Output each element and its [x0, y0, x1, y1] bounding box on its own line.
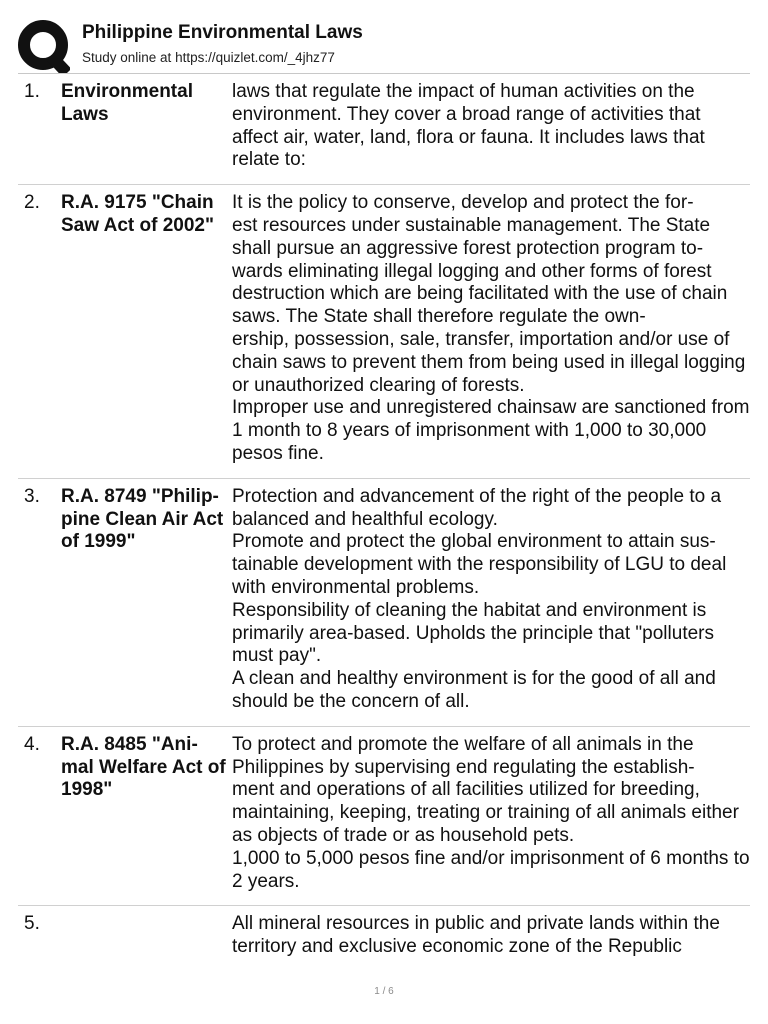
card-definition: All mineral resources in public and private lands within the territory and exclusive economic zone of the Republic — [232, 913, 720, 958]
card-definition: To protect and promote the welfare of all animals in the Philippines by supervising end regulating the establish- ment and operations of all facilities utilized for breeding, maintaining, keeping, treating or training of all animals either as objects of trade or as household pets. 1,000 to 5,000 pesos fine and/or imprisonment of 6 months to 2 years. — [232, 733, 750, 892]
header — [0, 0, 768, 74]
card-term: R.A. 9175 "Chain Saw Act of 2002" — [61, 192, 214, 236]
card-number: 1. — [24, 81, 40, 102]
card-definition: Protection and advancement of the right of the people to a balanced and healthful ecology. Promote and protect the global environment to attain sus- tainable development with the responsibility of LGU to deal with environmental problems. Responsibility of cleaning the habitat and environment is primarily area-based. Upholds the principle that "polluters must pay". A clean and healthy environment is for the good of all and should be the concern of all. — [232, 485, 727, 712]
document-title: Philippine Environmental Laws — [82, 22, 363, 43]
page-indicator: 1 / 6 — [374, 986, 394, 997]
flashcard-row — [18, 727, 750, 907]
card-term: R.A. 8749 "Philip- pine Clean Air Act of 1999" — [61, 485, 224, 553]
document-subtitle: Study online at https://quizlet.com/_4jhz77 — [82, 50, 335, 65]
card-term: Environmental Laws — [61, 81, 193, 125]
flashcard-row — [18, 906, 750, 971]
card-number: 2. — [24, 192, 40, 214]
flashcard-row — [18, 74, 750, 185]
card-number: 5. — [24, 913, 40, 935]
card-definition: It is the policy to conserve, develop and protect the for- est resources under sustainable management. The State shall pursue an aggressive forest protection program to- wards eliminating illegal logging and other forms of forest destruction which are being facilitated with the use of chain saws. The State shall therefore regulate the own- ership, possession, sale, transfer, importation and/or use of chain saws to prevent them from being used in illegal logging or unauthorized clearing of forests. Improper use and unregistered chainsaw are sanctioned from 1 month to 8 years of imprisonment with 1,000 to 30,000 pesos fine. — [232, 192, 750, 464]
flashcard-row — [18, 479, 750, 727]
card-definition: laws that regulate the impact of human activities on the environment. They cover a broad range of activities that affect air, water, land, flora or fauna. It includes laws that relate to: — [232, 81, 705, 171]
card-number: 4. — [24, 733, 40, 755]
quizlet-logo-icon — [18, 18, 70, 74]
flashcard-row — [18, 185, 750, 479]
card-number: 3. — [24, 485, 40, 507]
flashcard-list — [18, 74, 750, 971]
card-term: R.A. 8485 "Ani- mal Welfare Act of 1998" — [61, 733, 226, 801]
